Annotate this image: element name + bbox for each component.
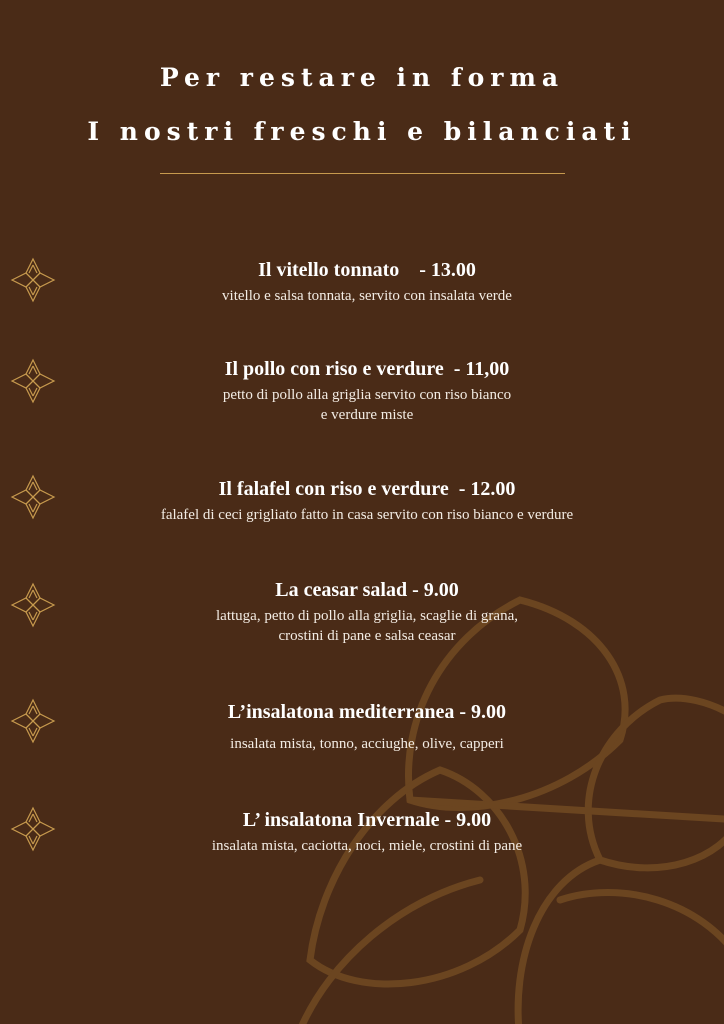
menu-item-description: vitello e salsa tonnata, servito con insalata verde bbox=[222, 288, 512, 304]
ornament-icon bbox=[10, 582, 56, 628]
menu-item-name: La ceasar salad - 9.00 bbox=[275, 579, 459, 601]
menu-item-description: falafel di ceci grigliato fatto in casa servito con riso bianco e verdure bbox=[160, 507, 574, 523]
menu-item-name: L’ insalatona Invernale - 9.00 bbox=[242, 809, 492, 831]
menu-item bbox=[60, 700, 674, 754]
menu-item-name: Il pollo con riso e verdure - 11,00 bbox=[224, 358, 510, 380]
menu-item bbox=[60, 808, 674, 856]
menu-item-description: lattuga, petto di pollo alla griglia, scaglie di grana, crostini di pane e salsa ceasar bbox=[216, 608, 518, 644]
menu-item-description: petto di pollo alla griglia servito con riso bianco e verdure miste bbox=[222, 387, 512, 423]
menu-item-name: L’insalatona mediterranea - 9.00 bbox=[227, 701, 507, 723]
menu-item-name: Il falafel con riso e verdure - 12.00 bbox=[218, 478, 516, 500]
menu-item-description: insalata mista, caciotta, noci, miele, crostini di pane bbox=[211, 838, 523, 854]
menu-item-description: insalata mista, tonno, acciughe, olive, capperi bbox=[230, 736, 504, 752]
menu-item bbox=[60, 258, 674, 306]
ornament-icon bbox=[10, 358, 56, 404]
menu-item bbox=[60, 357, 674, 425]
menu-item bbox=[40, 477, 694, 525]
menu-item bbox=[60, 578, 674, 646]
page-title-line1: Per restare in forma bbox=[159, 63, 565, 92]
ornament-icon bbox=[10, 698, 56, 744]
ornament-icon bbox=[10, 257, 56, 303]
title-divider bbox=[160, 173, 565, 174]
page-title-line2: I nostri freschi e bilanciati bbox=[87, 117, 637, 146]
menu-item-name: Il vitello tonnato - 13.00 bbox=[258, 259, 476, 281]
ornament-icon bbox=[10, 806, 56, 852]
